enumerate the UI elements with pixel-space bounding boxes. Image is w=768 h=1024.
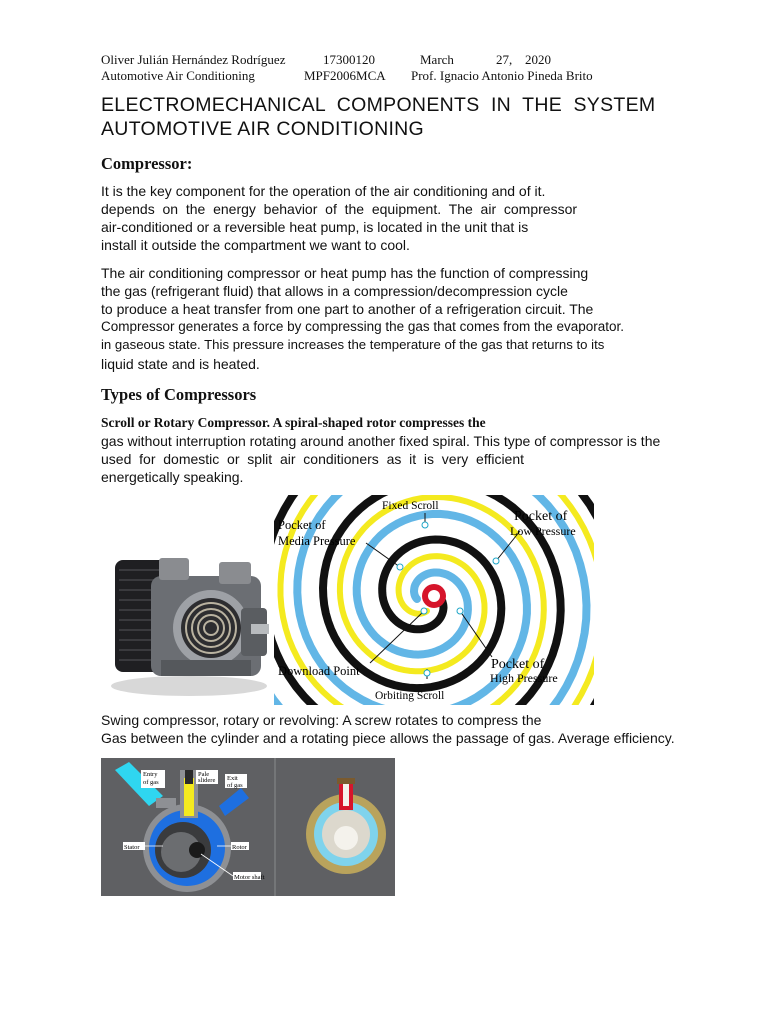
page-title-line1: ELECTROMECHANICAL COMPONENTS IN THE SYSTEM: [101, 94, 656, 116]
rotary-compressor-diagram: [101, 758, 395, 896]
compressor-para1-line: It is the key component for the operation of the air conditioning and of it.: [101, 183, 546, 199]
label-pocket-low-1: Pocket of: [514, 509, 568, 524]
label-stator: Stator: [124, 844, 140, 851]
label-download-point: Download Point: [278, 664, 360, 678]
label-entry-1: Entry: [143, 771, 158, 778]
compressor-heading: Compressor:: [101, 154, 193, 173]
label-exit-1: Exit: [227, 775, 238, 782]
scroll-compressor-photo: [101, 548, 274, 700]
header-month: March: [420, 52, 454, 67]
header-student-id: 17300120: [323, 52, 375, 67]
scroll-compressor-line: gas without interruption rotating around another fixed spiral. This type of compressor is the: [101, 433, 661, 449]
header-course-code: MPF2006MCA: [304, 68, 386, 83]
label-pocket-low-2: Low Pressure: [510, 524, 576, 538]
label-pale-2: slidere: [198, 777, 216, 784]
compressor-para2-line: Compressor generates a force by compressing the gas that comes from the evaporator.: [101, 319, 625, 334]
compressor-para1-line: depends on the energy behavior of the equipment. The air compressor: [101, 201, 578, 217]
compressor-para2-line: the gas (refrigerant fluid) that allows in a compression/decompression cycle: [101, 283, 568, 299]
header-course: Automotive Air Conditioning: [101, 68, 255, 83]
compressor-para2-line: to produce a heat transfer from one part to another of a refrigeration circuit. The: [101, 301, 594, 317]
header-professor: Prof. Ignacio Antonio Pineda Brito: [411, 68, 593, 83]
compressor-para2-line: in gaseous state. This pressure increases the temperature of the gas that returns to its: [101, 337, 605, 352]
label-orbiting-scroll: Orbiting Scroll: [375, 690, 445, 702]
scroll-compressor-line: used for domestic or split air conditioners as it is very efficient: [101, 451, 525, 467]
label-pocket-media-1: Pocket of: [278, 518, 326, 532]
header-author: Oliver Julián Hernández Rodríguez: [101, 52, 286, 67]
swing-compressor-line: Gas between the cylinder and a rotating piece allows the passage of gas. Average efficiency.: [101, 730, 675, 746]
label-pocket-high-1: Pocket of: [491, 657, 545, 672]
header-year: 2020: [525, 52, 551, 67]
scroll-diagram: [274, 495, 594, 705]
compressor-para2-line: liquid state and is heated.: [101, 356, 260, 372]
label-rotor: Rotor: [232, 844, 247, 851]
label-exit-2: of gas: [227, 782, 243, 789]
label-entry-2: of gas: [143, 779, 159, 786]
compressor-para1-line: install it outside the compartment we want to cool.: [101, 237, 410, 253]
page-title-line2: AUTOMOTIVE AIR CONDITIONING: [101, 118, 425, 140]
label-fixed-scroll: Fixed Scroll: [382, 500, 439, 512]
types-heading: Types of Compressors: [101, 385, 257, 404]
label-motor-shaft: Motor shaft: [234, 874, 265, 881]
compressor-para1-line: air-conditioned or a reversible heat pump, is located in the unit that is: [101, 219, 529, 235]
header-day: 27,: [496, 52, 513, 67]
compressor-para2-line: The air conditioning compressor or heat pump has the function of compressing: [101, 265, 589, 281]
swing-compressor-line: Swing compressor, rotary or revolving: A screw rotates to compress the: [101, 712, 542, 728]
scroll-compressor-lead: Scroll or Rotary Compressor. A spiral-shaped rotor compresses the: [101, 415, 486, 430]
label-pale-1: Pale: [198, 771, 210, 778]
label-pocket-high-2: High Pressure: [490, 671, 558, 685]
label-pocket-media-2: Media Pressure: [278, 534, 356, 548]
scroll-compressor-line: energetically speaking.: [101, 469, 244, 485]
